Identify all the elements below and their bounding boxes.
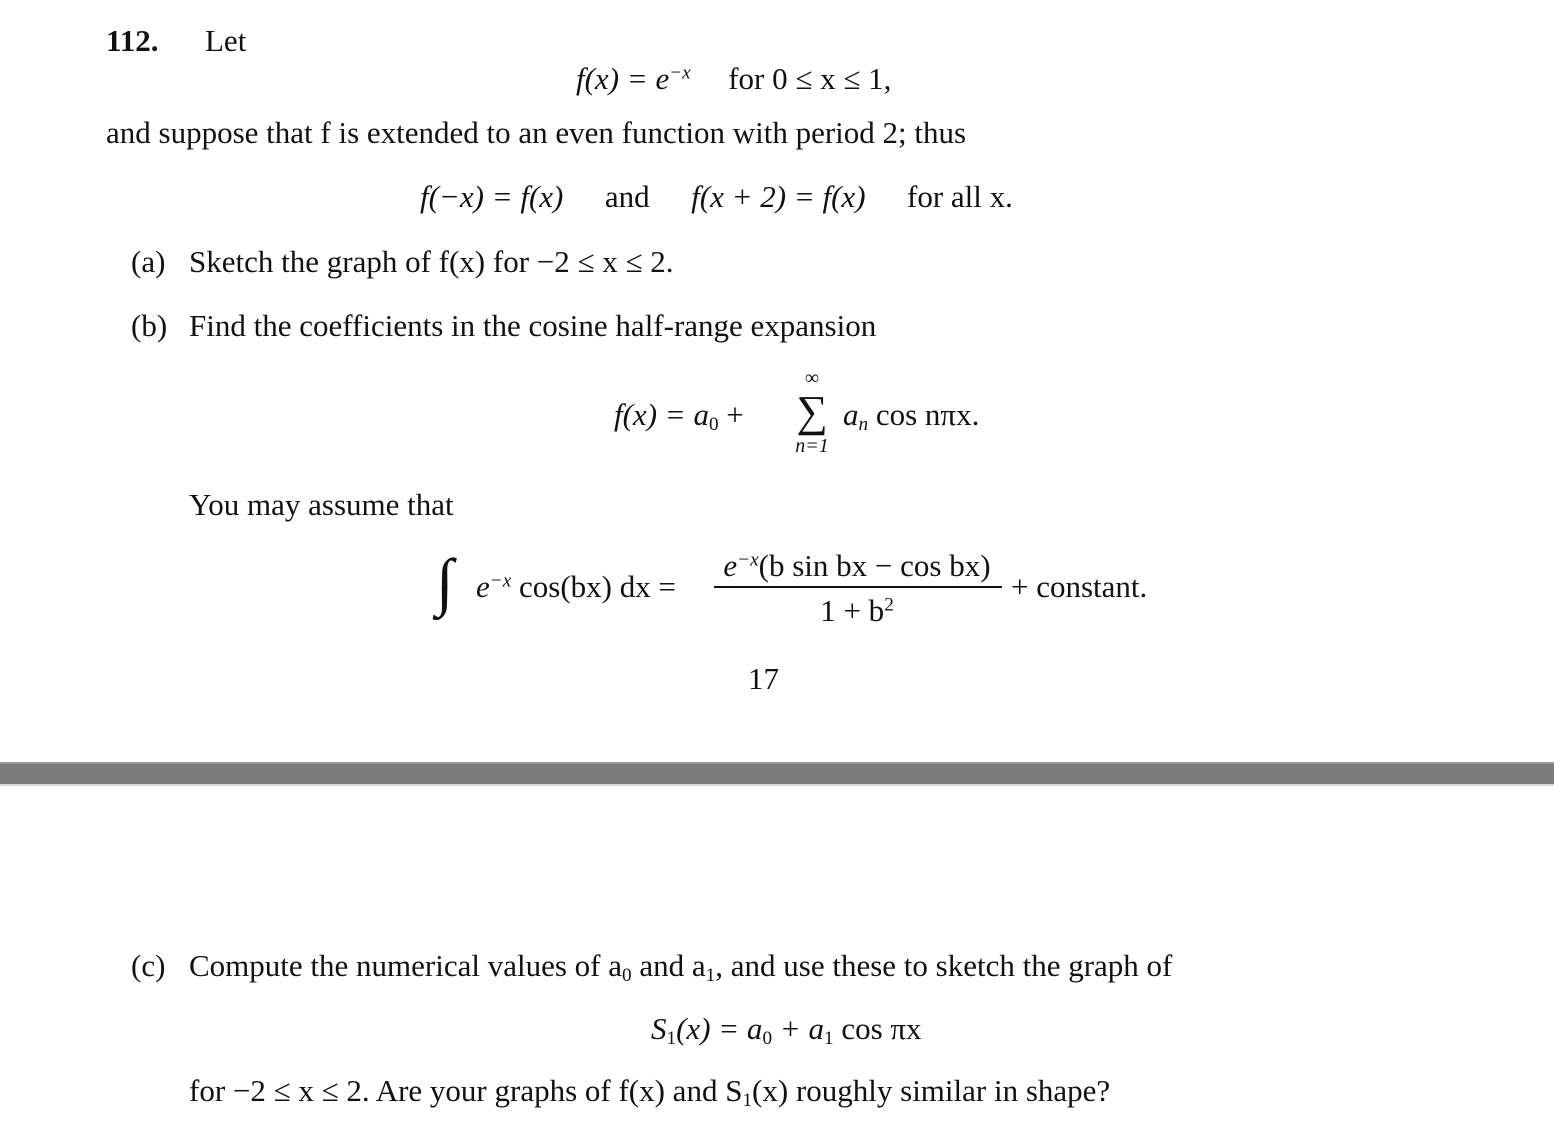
s1-rest: (x) = a [676, 1011, 763, 1046]
s1-symbol: S [651, 1011, 667, 1046]
denominator-exponent: 2 [884, 594, 894, 616]
part-c-final-subscript: 1 [742, 1089, 753, 1111]
part-c-final-2: (x) roughly similar in shape? [752, 1073, 1111, 1108]
sum-upper-limit: ∞ [804, 367, 820, 389]
series-term-subscript: n [858, 413, 869, 435]
part-c-text-3: , and use these to sketch the graph of [715, 948, 1173, 983]
sum-lower-limit: n=1 [795, 435, 829, 457]
series-term [843, 397, 980, 435]
problem-intro: Let [205, 23, 247, 58]
part-b-text: Find the coefficients in the cosine half-range expansion [189, 308, 877, 343]
denominator-text: 1 + b [820, 593, 885, 628]
page-divider [0, 762, 1554, 786]
part-c-a1-subscript: 1 [705, 964, 716, 986]
s1-equation [651, 1011, 922, 1049]
s1-a0-subscript: 0 [762, 1027, 773, 1049]
part-c-text [189, 948, 1173, 986]
problem-number: 112. [106, 23, 159, 58]
period-equation: f(x + 2) = f(x) [691, 179, 866, 214]
fraction-numerator [712, 548, 1002, 584]
numerator-rest: (b sin bx − cos bx) [758, 548, 991, 583]
part-c-text-1: Compute the numerical values of a [189, 948, 623, 983]
s1-plus-a1: + a [779, 1011, 824, 1046]
fraction-bar [714, 586, 1002, 588]
series-term-coefficient: a [843, 397, 859, 432]
part-a-label: (a) [131, 244, 166, 279]
s1-cosine: cos πx [841, 1011, 922, 1046]
summation [790, 368, 834, 456]
series-lhs-text: f(x) = a [614, 397, 709, 432]
sum-symbol: ∑ [796, 387, 828, 436]
series-a0-subscript: 0 [708, 413, 719, 435]
definition-exponent: −x [669, 62, 691, 84]
part-c-final-1: for −2 ≤ x ≤ 2. Are your graphs of f(x) and S [189, 1073, 743, 1108]
symmetry-equations [420, 181, 1013, 212]
integrand-exponent: −x [489, 570, 512, 592]
series-term-cosine: cos nπx. [875, 397, 980, 432]
s1-subscript: 1 [666, 1027, 677, 1049]
assume-text: You may assume that [189, 487, 454, 522]
definition-equation [576, 63, 891, 94]
extension-sentence: and suppose that f is extended to an even function with period 2; thus [106, 115, 967, 150]
numerator-exponent: −x [737, 549, 759, 571]
part-a-text: Sketch the graph of f(x) for −2 ≤ x ≤ 2. [189, 244, 674, 279]
definition-lhs: f(x) = e [576, 61, 670, 96]
fraction-denominator [712, 593, 1002, 629]
part-b-label: (b) [131, 308, 168, 343]
part-c-final [189, 1073, 1111, 1111]
part-c-a0-subscript: 0 [622, 964, 632, 986]
s1-a1-subscript: 1 [823, 1027, 834, 1049]
even-equation: f(−x) = f(x) [420, 179, 564, 214]
series-plus: + [726, 397, 744, 432]
part-c-label: (c) [131, 948, 166, 983]
definition-condition: for 0 ≤ x ≤ 1, [728, 61, 892, 96]
integrand [476, 571, 676, 602]
page-number: 17 [748, 661, 779, 696]
part-c-text-2: and a [639, 948, 706, 983]
integrand-base: e [476, 569, 490, 604]
integrand-rest: cos(bx) dx = [519, 569, 676, 604]
constant-term: + constant. [1011, 569, 1148, 604]
series-lhs [614, 397, 744, 435]
numerator-base: e [723, 548, 738, 583]
integral-symbol: ∫ [436, 546, 454, 617]
for-all-text: for all x. [907, 179, 1013, 214]
and-word: and [604, 179, 650, 214]
